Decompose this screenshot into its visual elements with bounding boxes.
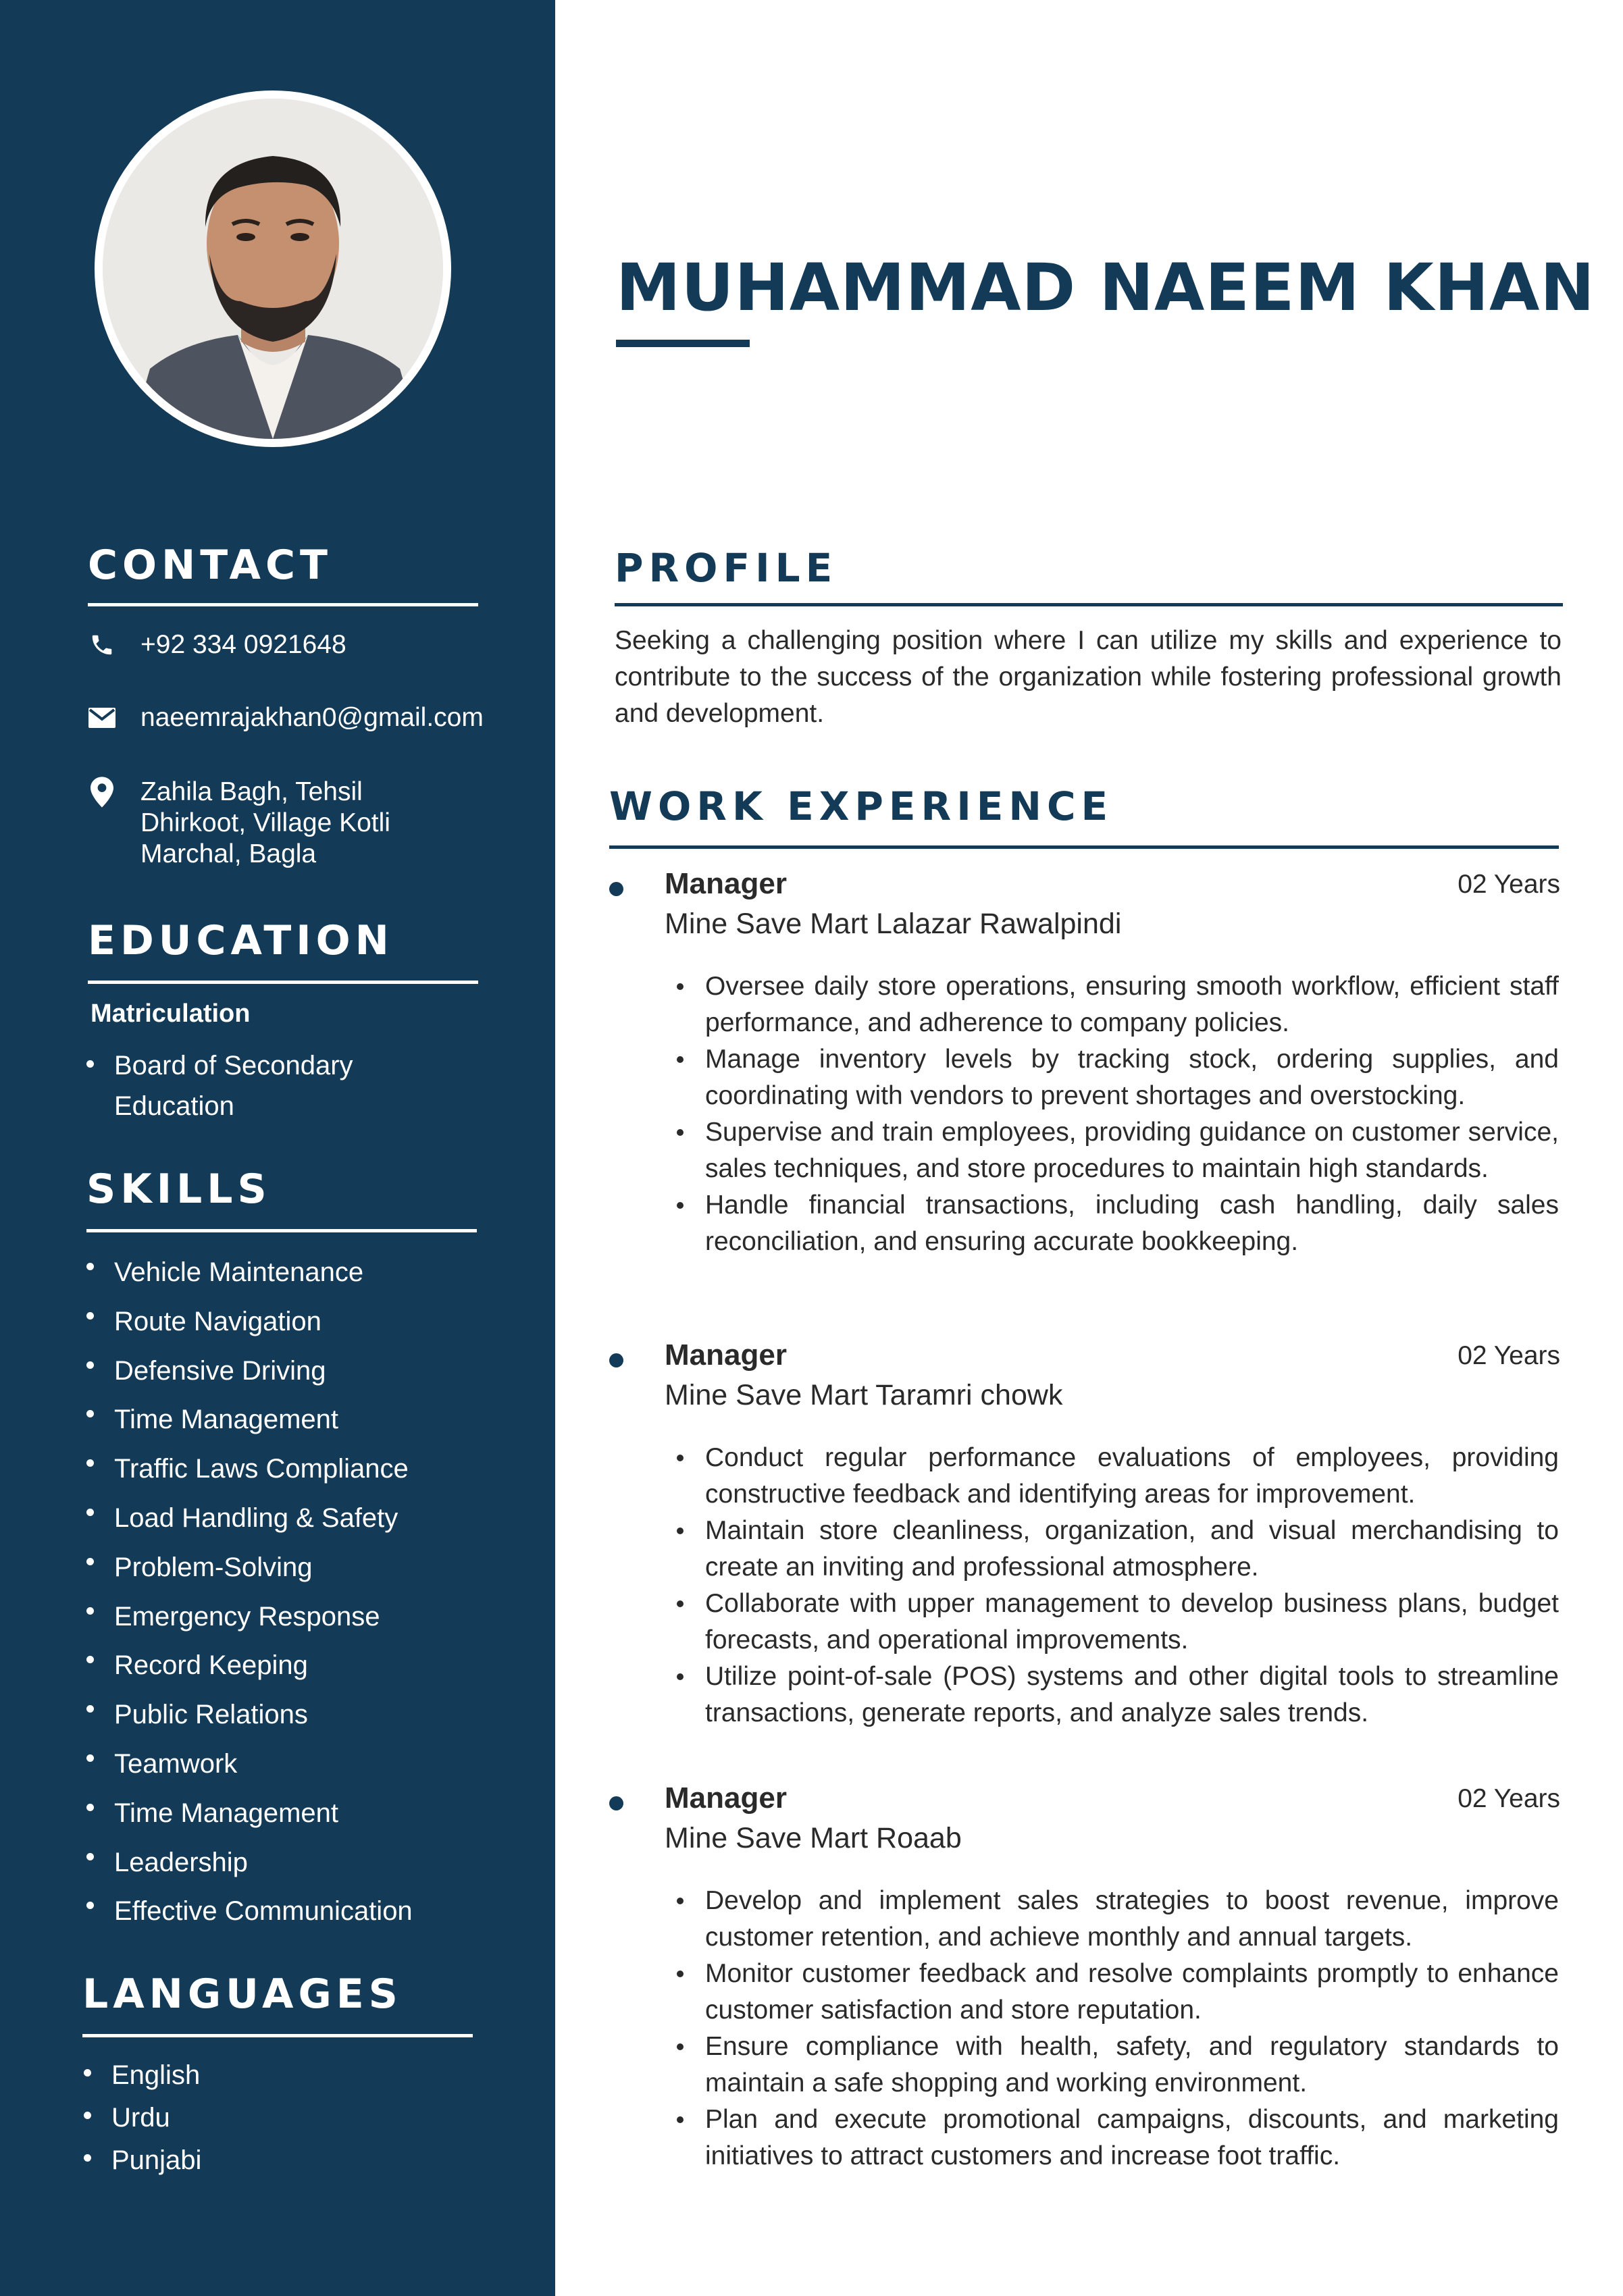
skill-item: Defensive Driving <box>84 1347 413 1396</box>
portrait-illustration <box>103 99 443 439</box>
job-company: Mine Save Mart Taramri chowk <box>665 1379 1063 1411</box>
job-duties <box>705 968 1559 1260</box>
address-line: Marchal, Bagla <box>140 839 317 868</box>
job-company: Mine Save Mart Lalazar Rawalpindi <box>665 908 1122 940</box>
candidate-name: MUHAMMAD NAEEM KHAN <box>616 250 1595 325</box>
job-title: Manager <box>665 1781 787 1815</box>
education-degree: Matriculation <box>91 999 251 1028</box>
language-item: Urdu <box>81 2097 201 2139</box>
language-item: English <box>81 2054 201 2097</box>
skills-list <box>84 1248 413 1936</box>
skill-item: Leadership <box>84 1838 413 1887</box>
skill-item: Teamwork <box>84 1740 413 1789</box>
skill-item: Time Management <box>84 1395 413 1444</box>
job-bullet <box>609 1796 623 1810</box>
job-bullet <box>609 1353 623 1367</box>
address-line: Dhirkoot, Village Kotli <box>140 808 390 837</box>
contact-address <box>88 777 390 870</box>
phone-icon <box>88 629 116 660</box>
job-duration: 02 Years <box>1458 1784 1560 1813</box>
profile-photo-frame <box>95 90 451 447</box>
contact-divider <box>88 603 478 606</box>
name-underline <box>616 340 750 347</box>
work-experience-heading: WORK EXPERIENCE <box>609 783 1114 829</box>
profile-summary: Seeking a challenging position where I can utilize my skills and experience to contribute to the success of the organization while fostering professional growth and development. <box>615 626 1562 728</box>
skills-divider <box>86 1229 477 1232</box>
skill-item: Public Relations <box>84 1690 413 1740</box>
job-duration: 02 Years <box>1458 870 1560 899</box>
skill-item: Route Navigation <box>84 1297 413 1347</box>
work-experience-divider <box>609 845 1559 849</box>
duty-item: Handle financial transactions, including cash handling, daily sales reconciliation, and ensuring accurate bookkeeping. <box>705 1187 1559 1260</box>
address-line: Zahila Bagh, Tehsil <box>140 777 363 806</box>
portrait-photo <box>103 99 443 439</box>
phone-number[interactable]: +92 334 0921648 <box>140 630 346 659</box>
profile-heading: PROFILE <box>615 545 838 591</box>
languages-list <box>81 2054 201 2182</box>
education-divider <box>88 981 478 984</box>
profile-divider <box>615 603 1563 606</box>
education-heading: EDUCATION <box>88 917 394 964</box>
institution-line: Education <box>114 1091 234 1121</box>
contact-phone <box>88 629 346 660</box>
skill-item: Traffic Laws Compliance <box>84 1444 413 1494</box>
contact-email <box>88 702 484 733</box>
contact-heading: CONTACT <box>88 542 332 589</box>
mail-icon <box>88 702 116 733</box>
job-duties <box>705 1440 1559 1731</box>
duty-item: Conduct regular performance evaluations of employees, providing constructive feedback and identifying areas for improvement. <box>705 1440 1559 1513</box>
skill-item: Emergency Response <box>84 1592 413 1642</box>
job-title: Manager <box>665 867 787 900</box>
institution-line: Board of Secondary <box>114 1051 353 1080</box>
skill-item: Load Handling & Safety <box>84 1494 413 1543</box>
duty-item: Oversee daily store operations, ensuring smooth workflow, efficient staff performance, and adherence to company policies. <box>705 968 1559 1041</box>
duty-item: Utilize point-of-sale (POS) systems and other digital tools to streamline transactions, generate reports, and analyze sales trends. <box>705 1659 1559 1731</box>
skill-item: Time Management <box>84 1789 413 1838</box>
duty-item: Plan and execute promotional campaigns, discounts, and marketing initiatives to attract customers and increase foot traffic. <box>705 2102 1559 2174</box>
duty-item: Manage inventory levels by tracking stock, ordering supplies, and coordinating with vendors to prevent shortages and overstocking. <box>705 1041 1559 1114</box>
skill-item: Problem-Solving <box>84 1543 413 1592</box>
education-institution <box>84 1045 353 1126</box>
address-text <box>140 777 390 870</box>
skill-item: Effective Communication <box>84 1887 413 1936</box>
languages-divider <box>82 2034 473 2037</box>
email-address[interactable]: naeemrajakhan0@gmail.com <box>140 703 484 732</box>
languages-heading: LANGUAGES <box>82 1971 403 2018</box>
duty-item: Supervise and train employees, providing guidance on customer service, sales techniques, and store procedures to maintain high standards. <box>705 1114 1559 1187</box>
duty-item: Develop and implement sales strategies to boost revenue, improve customer retention, and achieve monthly and annual targets. <box>705 1883 1559 1956</box>
job-company: Mine Save Mart Roaab <box>665 1822 962 1854</box>
job-title: Manager <box>665 1338 787 1372</box>
education-list <box>84 1045 353 1126</box>
skill-item: Vehicle Maintenance <box>84 1248 413 1297</box>
duty-item: Maintain store cleanliness, organization, and visual merchandising to create an inviting and professional atmosphere. <box>705 1513 1559 1586</box>
sidebar <box>0 0 555 2296</box>
job-duration: 02 Years <box>1458 1341 1560 1370</box>
skills-heading: SKILLS <box>86 1166 272 1213</box>
location-pin-icon <box>88 777 116 808</box>
language-item: Punjabi <box>81 2139 201 2182</box>
job-duties <box>705 1883 1559 2174</box>
duty-item: Ensure compliance with health, safety, and regulatory standards to maintain a safe shopping and working environment. <box>705 2029 1559 2102</box>
skill-item: Record Keeping <box>84 1641 413 1690</box>
job-bullet <box>609 882 623 896</box>
duty-item: Monitor customer feedback and resolve complaints promptly to enhance customer satisfaction and store reputation. <box>705 1956 1559 2029</box>
duty-item: Collaborate with upper management to develop business plans, budget forecasts, and operational improvements. <box>705 1586 1559 1659</box>
